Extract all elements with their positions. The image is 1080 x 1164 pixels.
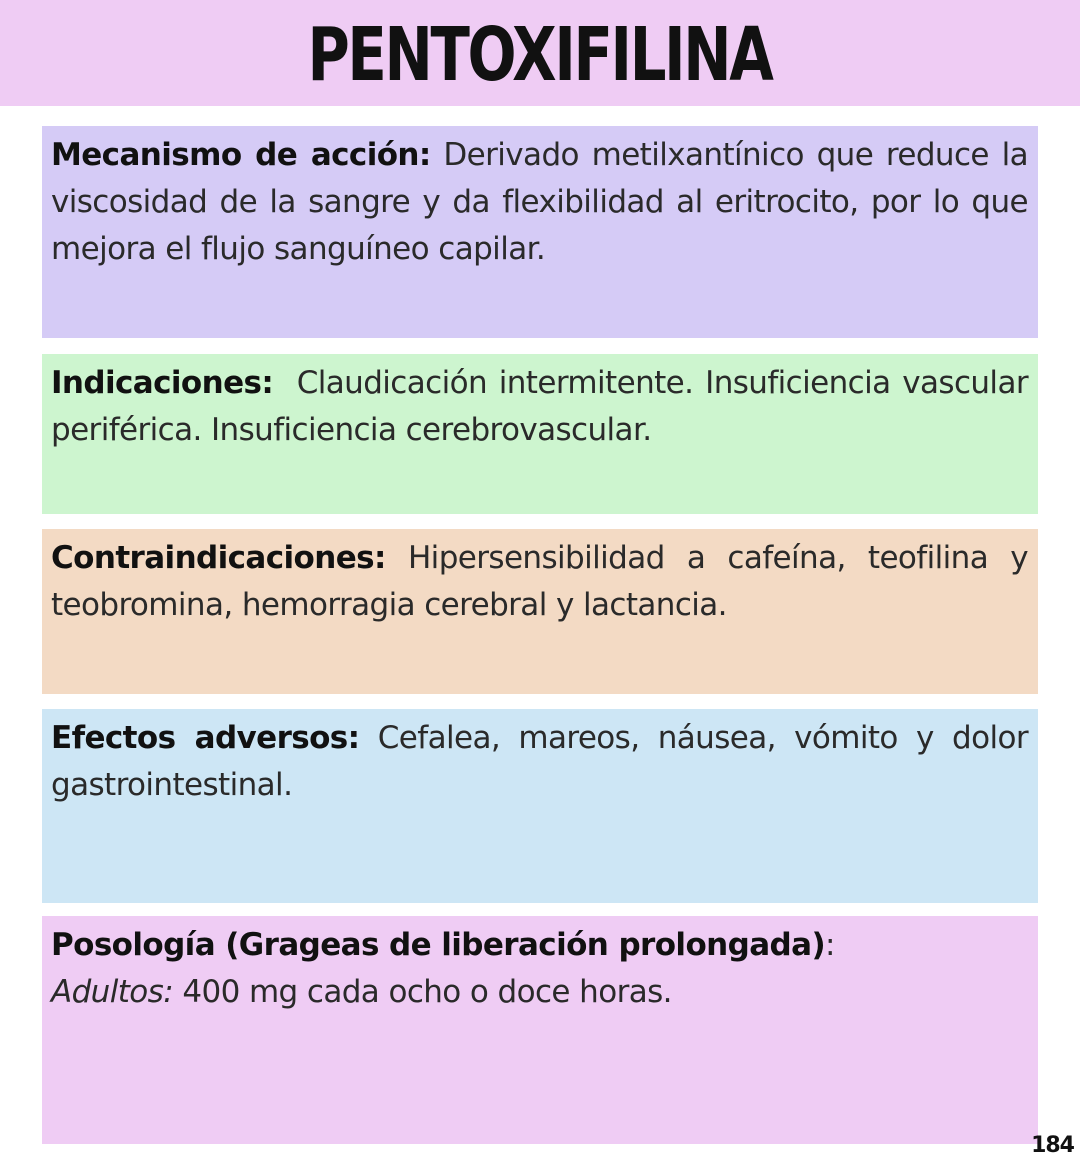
contraindicaciones-text: Hipersensibilidad a cafeína, teofilina y teobromina, hemorragia cerebral y lactancia. [51,540,1028,623]
contraindicaciones-paragraph [51,535,1028,629]
contraindicaciones-section [42,529,1038,694]
title-band [0,0,1080,106]
page-title: PENTOXIFILINA [307,12,773,98]
indicaciones-section [42,354,1038,514]
indicaciones-label: Indicaciones: [51,365,274,401]
mecanismo-label: Mecanismo de acción: [51,137,431,173]
posologia-adults [51,969,1028,1016]
page-number: 184 [1031,1133,1074,1158]
posologia-label-suffix: : [825,927,835,963]
mecanismo-text: Derivado metilxantínico que reduce la viscosidad de la sangre y da flexibilidad al eritrocito, por lo que mejora el flujo sanguíneo capilar. [51,137,1028,267]
indicaciones-text: Claudicación intermitente. Insuficiencia vascular periférica. Insuficiencia cerebrovascular. [51,365,1028,448]
efectos-paragraph [51,715,1028,809]
mecanismo-paragraph [51,132,1028,273]
efectos-text: Cefalea, mareos, náusea, vómito y dolor gastrointestinal. [51,720,1029,803]
contraindicaciones-label: Contraindicaciones: [51,540,386,576]
posologia-section [42,916,1038,1144]
efectos-label: Efectos adversos: [51,720,360,756]
adults-label: Adultos: [51,974,174,1010]
efectos-section [42,709,1038,903]
indicaciones-paragraph [51,360,1028,454]
posologia-heading [51,922,1028,969]
adults-dose: 400 mg cada ocho o doce horas. [182,974,672,1010]
mecanismo-section [42,126,1038,338]
posologia-label: Posología (Grageas de liberación prolongada) [51,927,826,963]
